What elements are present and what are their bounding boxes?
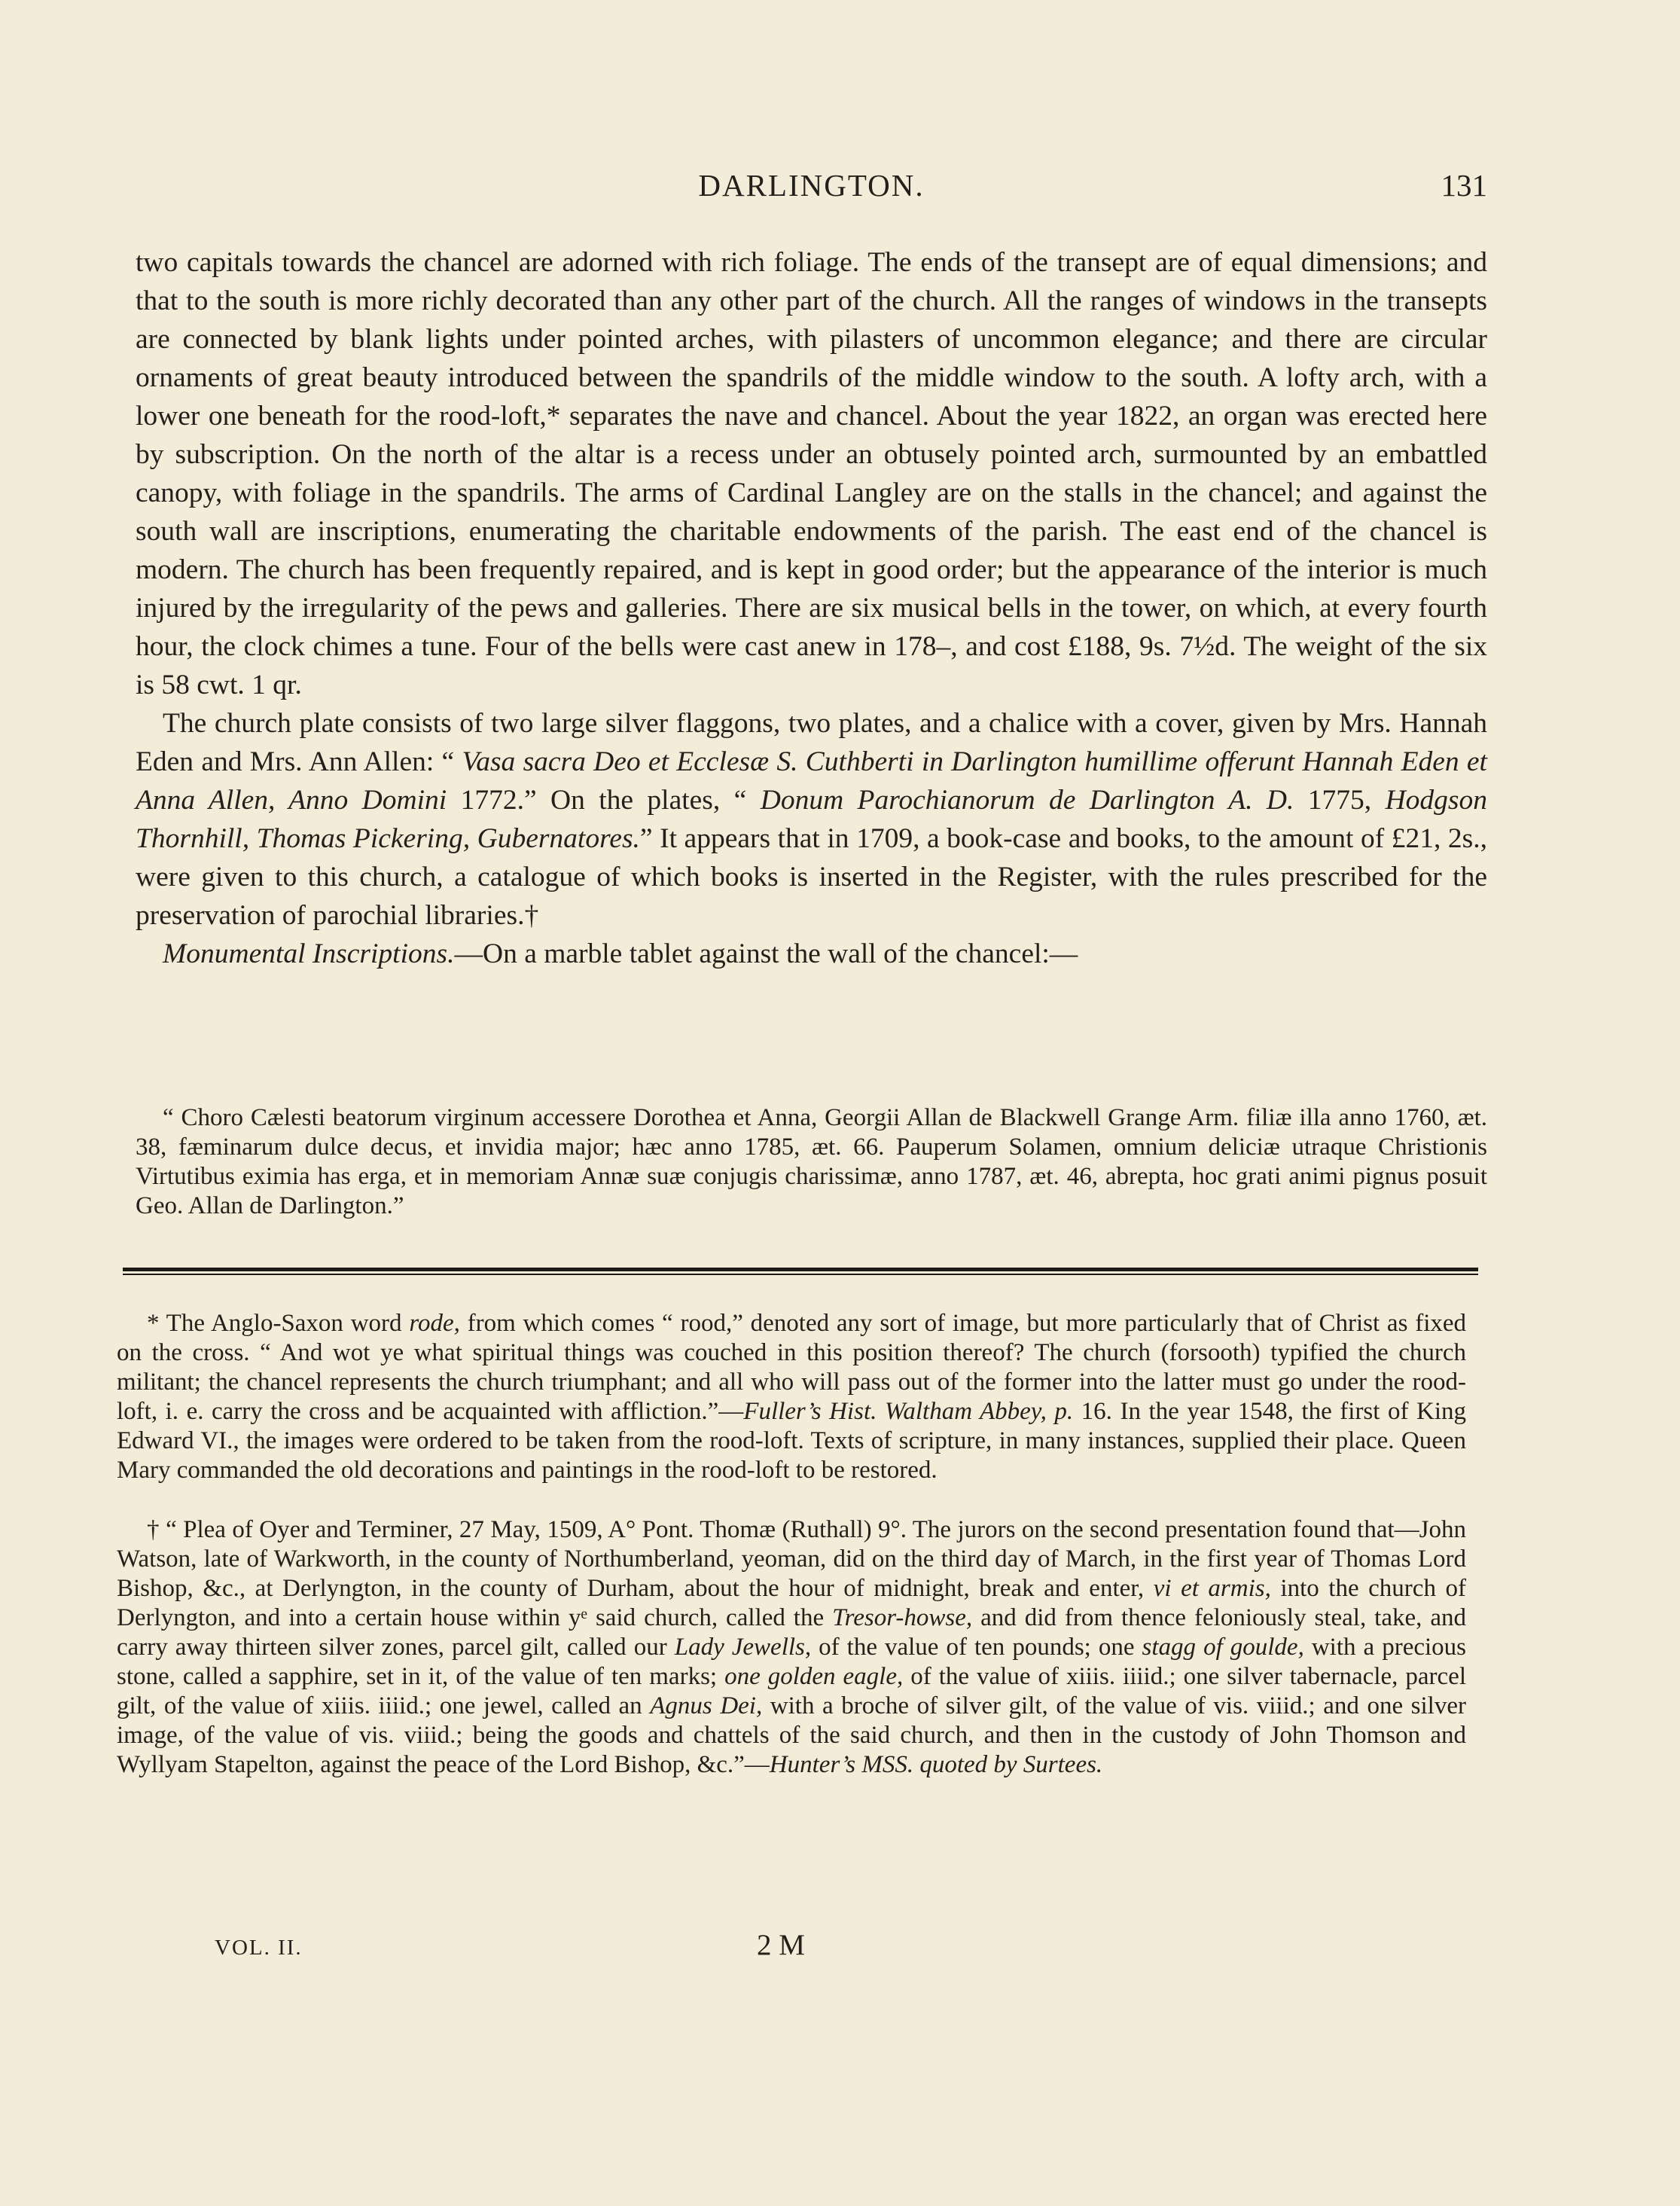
footnote	[117, 1515, 1466, 1780]
italic-text: Donum Parochianorum de Darlington A. D.	[760, 785, 1294, 816]
italic-text: Hodgson Thornhill, Thomas Pickering, Gubernatores.	[136, 785, 1488, 854]
volume-signature: VOL. II.	[215, 1936, 303, 1960]
italic-text: Tresor-howse,	[832, 1604, 973, 1631]
text-run: —On a marble tablet against the wall of the chancel:—	[454, 938, 1078, 969]
text-run: † “ Plea of Oyer and Terminer, 27 May, 1509, A° Pont. Thomæ (Ruthall) 9°. The jurors on the second presentation found that—John Watson, late of Warkworth, in the county of Northumberland, yeoman, did on the third day of March, in the first year of Thomas Lord Bishop, &c., at Derlyngton, in the county of Durham, about the hour of midnight, break and enter,	[117, 1516, 1466, 1602]
text-run: The church plate consists of two large silver flaggons, two plates, and a chalice with a cover, given by Mrs. Hannah Eden and Mrs. Ann Allen: “	[136, 708, 1487, 777]
text-run: 16. In the year 1548, the first of King Edward VI., the images were ordered to be taken from the rood-loft. Texts of scripture, in many instances, supplied their place. Queen Mary commanded the old decorations and paintings in the rood-loft to be restored.	[117, 1398, 1466, 1484]
text-run: 1775,	[1294, 785, 1386, 816]
monumental-inscription: “ Choro Cælesti beatorum virginum accessere Dorothea et Anna, Georgii Allan de Blackwell Grange Arm. filiæ illa anno 1760, æt. 38, fæminarum dulce decus, et invidia major; hæc anno 1785, æt. 66. Pauperum Solamen, omnium deliciæ utraque Christionis Virtutibus eximia has erga, et in memoriam Annæ suæ conjugis charissimæ, anno 1787, æt. 46, abrepta, hoc grati animi pignus posuit Geo. Allan de Darlington.”	[136, 1104, 1487, 1219]
italic-text: Monumental Inscriptions.	[163, 938, 455, 969]
italic-text: Agnus Dei,	[650, 1692, 763, 1719]
italic-text: Lady Jewells,	[674, 1634, 812, 1661]
text-run: ” It appears that in 1709, a book-case and books, to the amount of £21, 2s., were given to this church, a catalogue of which books is inserted in the Register, with the rules prescribed for the preservation of parochial libraries.†	[136, 823, 1487, 931]
footnote	[117, 1309, 1466, 1485]
paragraph	[136, 243, 1487, 704]
text-run: of the value of ten pounds; one	[811, 1634, 1142, 1661]
text-run: 1772.” On the plates, “	[447, 785, 761, 816]
text-run: into the church of Derlyngton, and into a certain house within yᵉ said church, called the	[117, 1575, 1466, 1631]
text-run: of the value of xiiis. iiiid.; one silver tabernacle, parcel gilt, of the value of xiiis. iiiid.; one jewel, called an	[117, 1663, 1466, 1719]
sheet-signature: 2 M	[757, 1929, 805, 1961]
running-title: DARLINGTON.	[698, 168, 925, 203]
page-header	[136, 167, 1487, 212]
italic-text: Fuller’s Hist. Waltham Abbey, p.	[743, 1398, 1074, 1425]
italic-text: Hunter’s MSS. quoted by Surtees.	[769, 1751, 1103, 1778]
text-run: * The Anglo-Saxon word	[147, 1310, 410, 1337]
text-run: two capitals towards the chancel are adorned with rich foliage. The ends of the transept are of equal dimensions; and that to the south is more richly decorated than any other part of the church. All the ranges of windows in the transepts are connected by blank lights under pointed arches, with pilasters of uncommon elegance; and there are circular ornaments of great beauty introduced between the spandrils of the middle window to the south. A lofty arch, with a lower one beneath for the rood-loft,* separates the nave and chancel. About the year 1822, an organ was erected here by subscription. On the north of the altar is a recess under an obtusely pointed arch, surmounted by an embattled canopy, with foliage in the spandrils. The arms of Cardinal Langley are on the stalls in the chancel; and against the south wall are inscriptions, enumerating the charitable endowments of the parish. The east end of the chancel is modern. The church has been frequently repaired, and is kept in good order; but the appearance of the interior is much injured by the irregularity of the pews and galleries. There are six musical bells in the tower, on which, at every fourth hour, the clock chimes a tune. Four of the bells were cast anew in 178–, and cost £188, 9s. 7½d. The weight of the six is 58 cwt. 1 qr.	[136, 247, 1487, 700]
text-run: from which comes “ rood,” denoted any sort of image, but more particularly that of Christ as fixed on the cross. “ And wot ye what spiritual things was couched in this position thereof? The church (forsooth) typified the church militant; the chancel represents the church triumphant; and all who will pass out of the former into the latter must go under the rood-loft, i. e. carry the cross and be acquainted with affliction.”—	[117, 1310, 1467, 1425]
paragraph	[136, 704, 1487, 935]
italic-text: stagg of goulde,	[1142, 1634, 1304, 1661]
footnotes	[117, 1309, 1466, 1780]
paragraph	[136, 935, 1487, 973]
italic-text: Vasa sacra Deo et Ecclesæ S. Cuthberti in Darlington humillime offerunt Hannah Eden et Anna Allen, Anno Domini	[136, 746, 1487, 816]
footnote-rule	[123, 1268, 1478, 1271]
page-number: 131	[1441, 168, 1487, 203]
text-run: and did from thence feloniously steal, take, and carry away thirteen silver zones, parcel gilt, called our	[117, 1604, 1467, 1661]
text-run: with a precious stone, called a sapphire, set in it, of the value of ten marks;	[117, 1634, 1467, 1690]
main-text	[136, 243, 1487, 973]
italic-text: one golden eagle,	[724, 1663, 904, 1690]
italic-text: vi et armis,	[1153, 1575, 1271, 1602]
italic-text: rode,	[409, 1310, 460, 1337]
footnote-rule-thin	[123, 1274, 1478, 1275]
text-run: with a broche of silver gilt, of the value of vis. viiid.; and one silver image, of the value of vis. viiid.; being the goods and chattels of the said church, and then in the custody of John Thomson and Wyllyam Stapelton, against the peace of the Lord Bishop, &c.”—	[117, 1692, 1466, 1778]
